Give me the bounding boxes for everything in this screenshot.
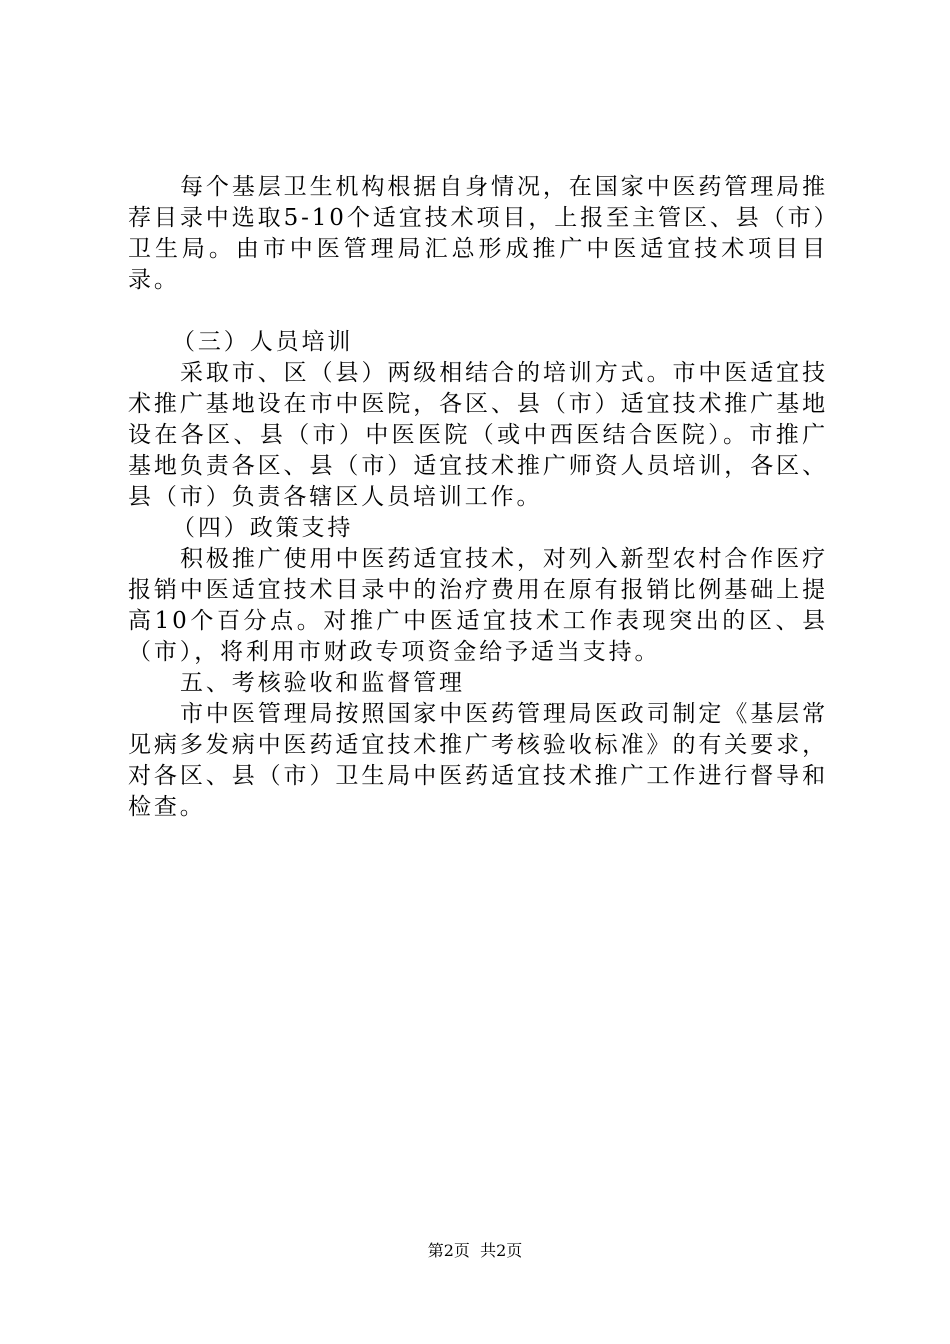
- heading-staff-training: （三）人员培训: [172, 329, 354, 355]
- paragraph-staff-training: 采取市、区（县）两级相结合的培训方式。市中医适宜技术推广基地设在市中医院，各区、县（市）适宜技术推广基地设在各区、县（市）中医医院（或中西医结合医院）。市推广基地负责各区、县（市）适宜技术推广师资人员培训，各区、县（市）负责各辖区人员培训工作。: [128, 360, 828, 510]
- paragraph-project-selection: 每个基层卫生机构根据自身情况，在国家中医药管理局推荐目录中选取5-10个适宜技术项目，上报至主管区、县（市）卫生局。由市中医管理局汇总形成推广中医适宜技术项目目录。: [128, 174, 828, 293]
- document-body: [128, 172, 828, 823]
- paragraph-policy-support: 积极推广使用中医药适宜技术，对列入新型农村合作医疗报销中医适宜技术目录中的治疗费用在原有报销比例基础上提高10个百分点。对推广中医适宜技术工作表现突出的区、县（市），将利用市财政专项资金给予适当支持。: [128, 546, 828, 665]
- heading-assessment: 五、考核验收和监督管理: [180, 670, 465, 696]
- page-number-footer: 第2页 共2页: [427, 1241, 523, 1260]
- paragraph-assessment: 市中医管理局按照国家中医药管理局医政司制定《基层常见病多发病中医药适宜技术推广考核验收标准》的有关要求，对各区、县（市）卫生局中医药适宜技术推广工作进行督导和检查。: [128, 701, 828, 820]
- heading-policy-support: （四）政策支持: [172, 515, 354, 541]
